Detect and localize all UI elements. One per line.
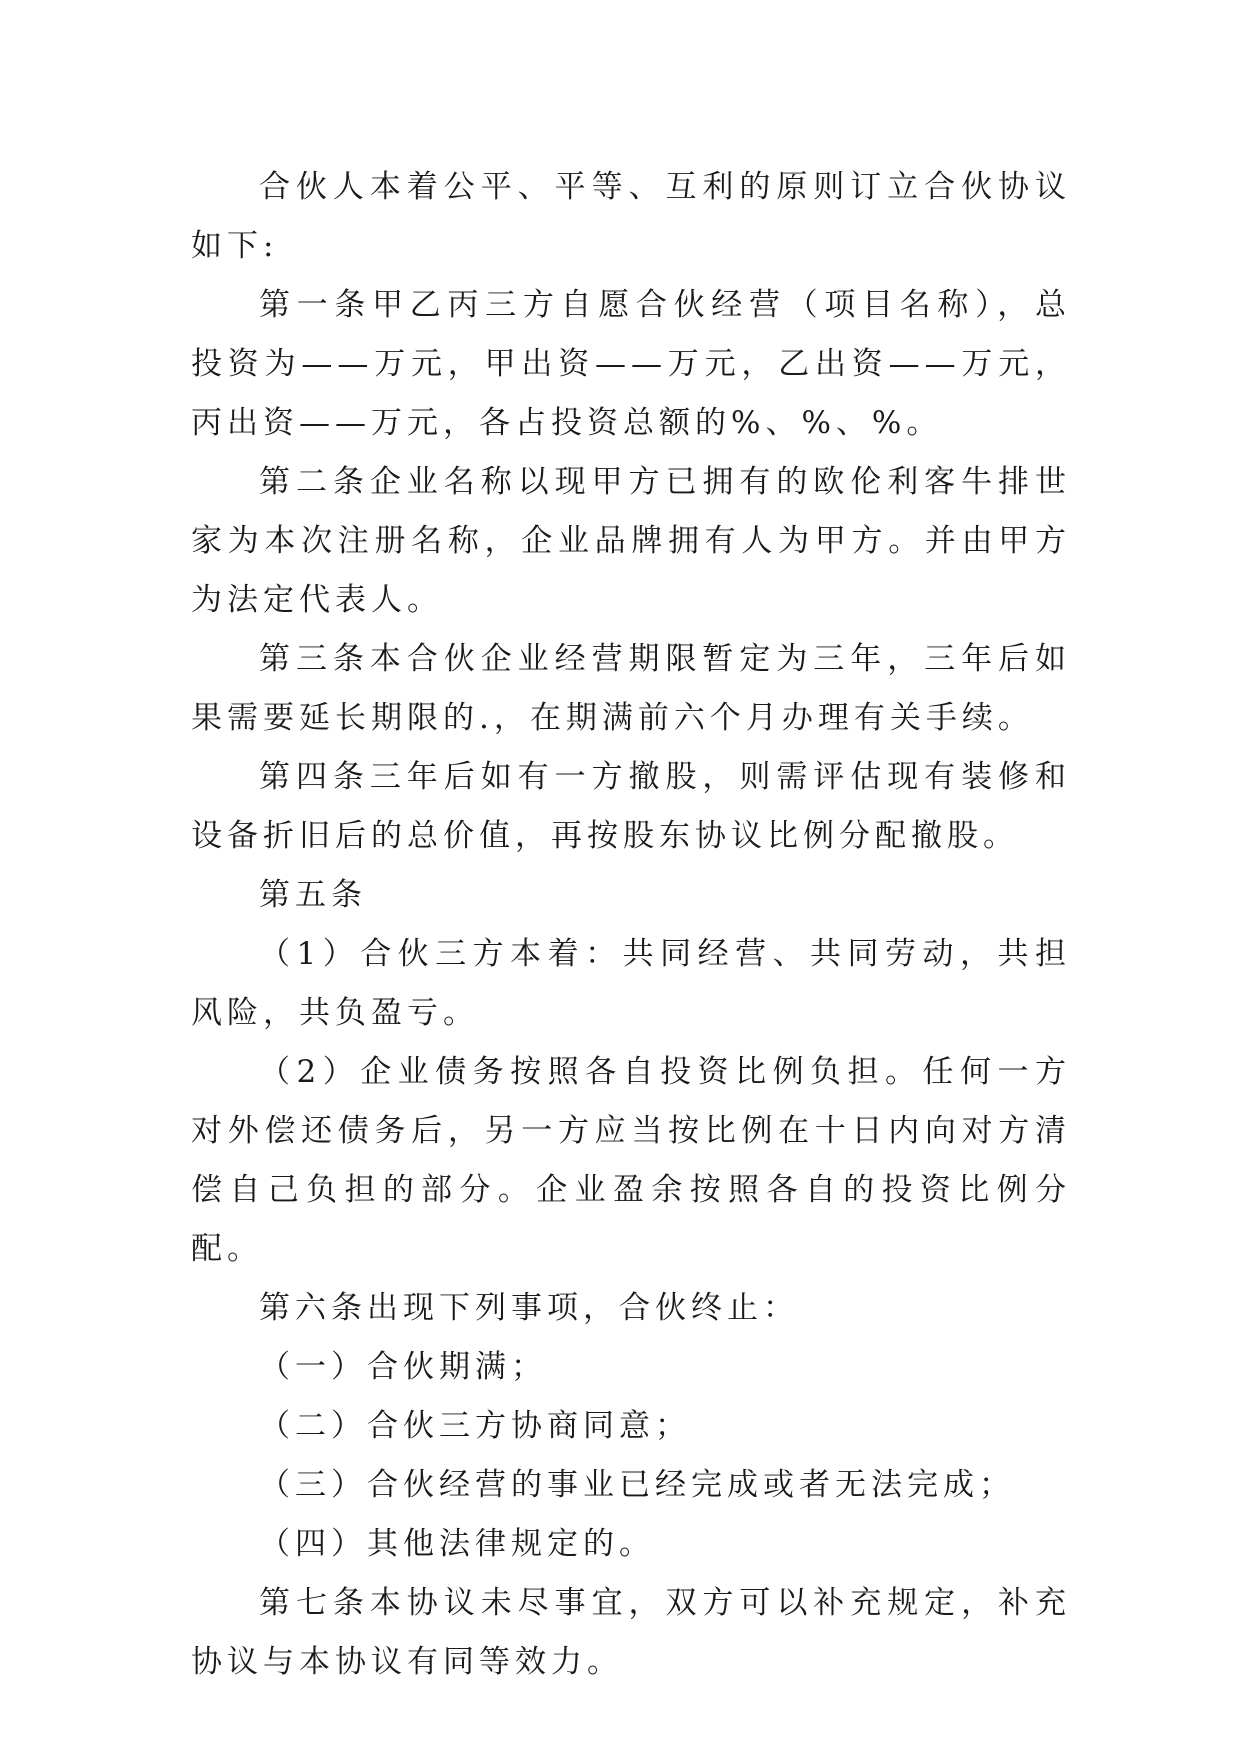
article-3-paragraph: 第三条本合伙企业经营期限暂定为三年，三年后如果需要延长期限的.，在期满前六个月办理有关手续。 bbox=[191, 641, 1071, 736]
article-4-paragraph: 第四条三年后如有一方撤股，则需评估现有装修和设备折旧后的总价值，再按股东协议比例分配撤股。 bbox=[191, 759, 1071, 854]
article-6-heading: 第六条出现下列事项，合伙终止： bbox=[259, 1290, 799, 1326]
article-6-item-3: （三）合伙经营的事业已经完成或者无法完成； bbox=[259, 1467, 1015, 1503]
article-5-heading: 第五条 bbox=[259, 877, 367, 913]
article-2-paragraph: 第二条企业名称以现甲方已拥有的欧伦利客牛排世家为本次注册名称，企业品牌拥有人为甲方。并由甲方为法定代表人。 bbox=[191, 464, 1071, 618]
document-body bbox=[191, 158, 1071, 1692]
article-7-paragraph: 第七条本协议未尽事宜，双方可以补充规定，补充协议与本协议有同等效力。 bbox=[191, 1585, 1071, 1680]
article-6-item-2: （二）合伙三方协商同意； bbox=[259, 1408, 691, 1444]
article-6-item-1: （一）合伙期满； bbox=[259, 1349, 547, 1385]
article-1-paragraph: 第一条甲乙丙三方自愿合伙经营（项目名称），总投资为——万元，甲出资——万元，乙出资——万元，丙出资——万元，各占投资总额的%、%、%。 bbox=[191, 287, 1071, 441]
intro-paragraph: 合伙人本着公平、平等、互利的原则订立合伙协议如下: bbox=[191, 169, 1071, 264]
article-6-item-4: （四）其他法律规定的。 bbox=[259, 1526, 655, 1562]
article-5-item-2: （2）企业债务按照各自投资比例负担。任何一方对外偿还债务后，另一方应当按比例在十日内向对方清偿自己负担的部分。企业盈余按照各自的投资比例分配。 bbox=[191, 1054, 1071, 1267]
article-5-item-1: （1）合伙三方本着：共同经营、共同劳动，共担风险，共负盈亏。 bbox=[191, 936, 1071, 1031]
